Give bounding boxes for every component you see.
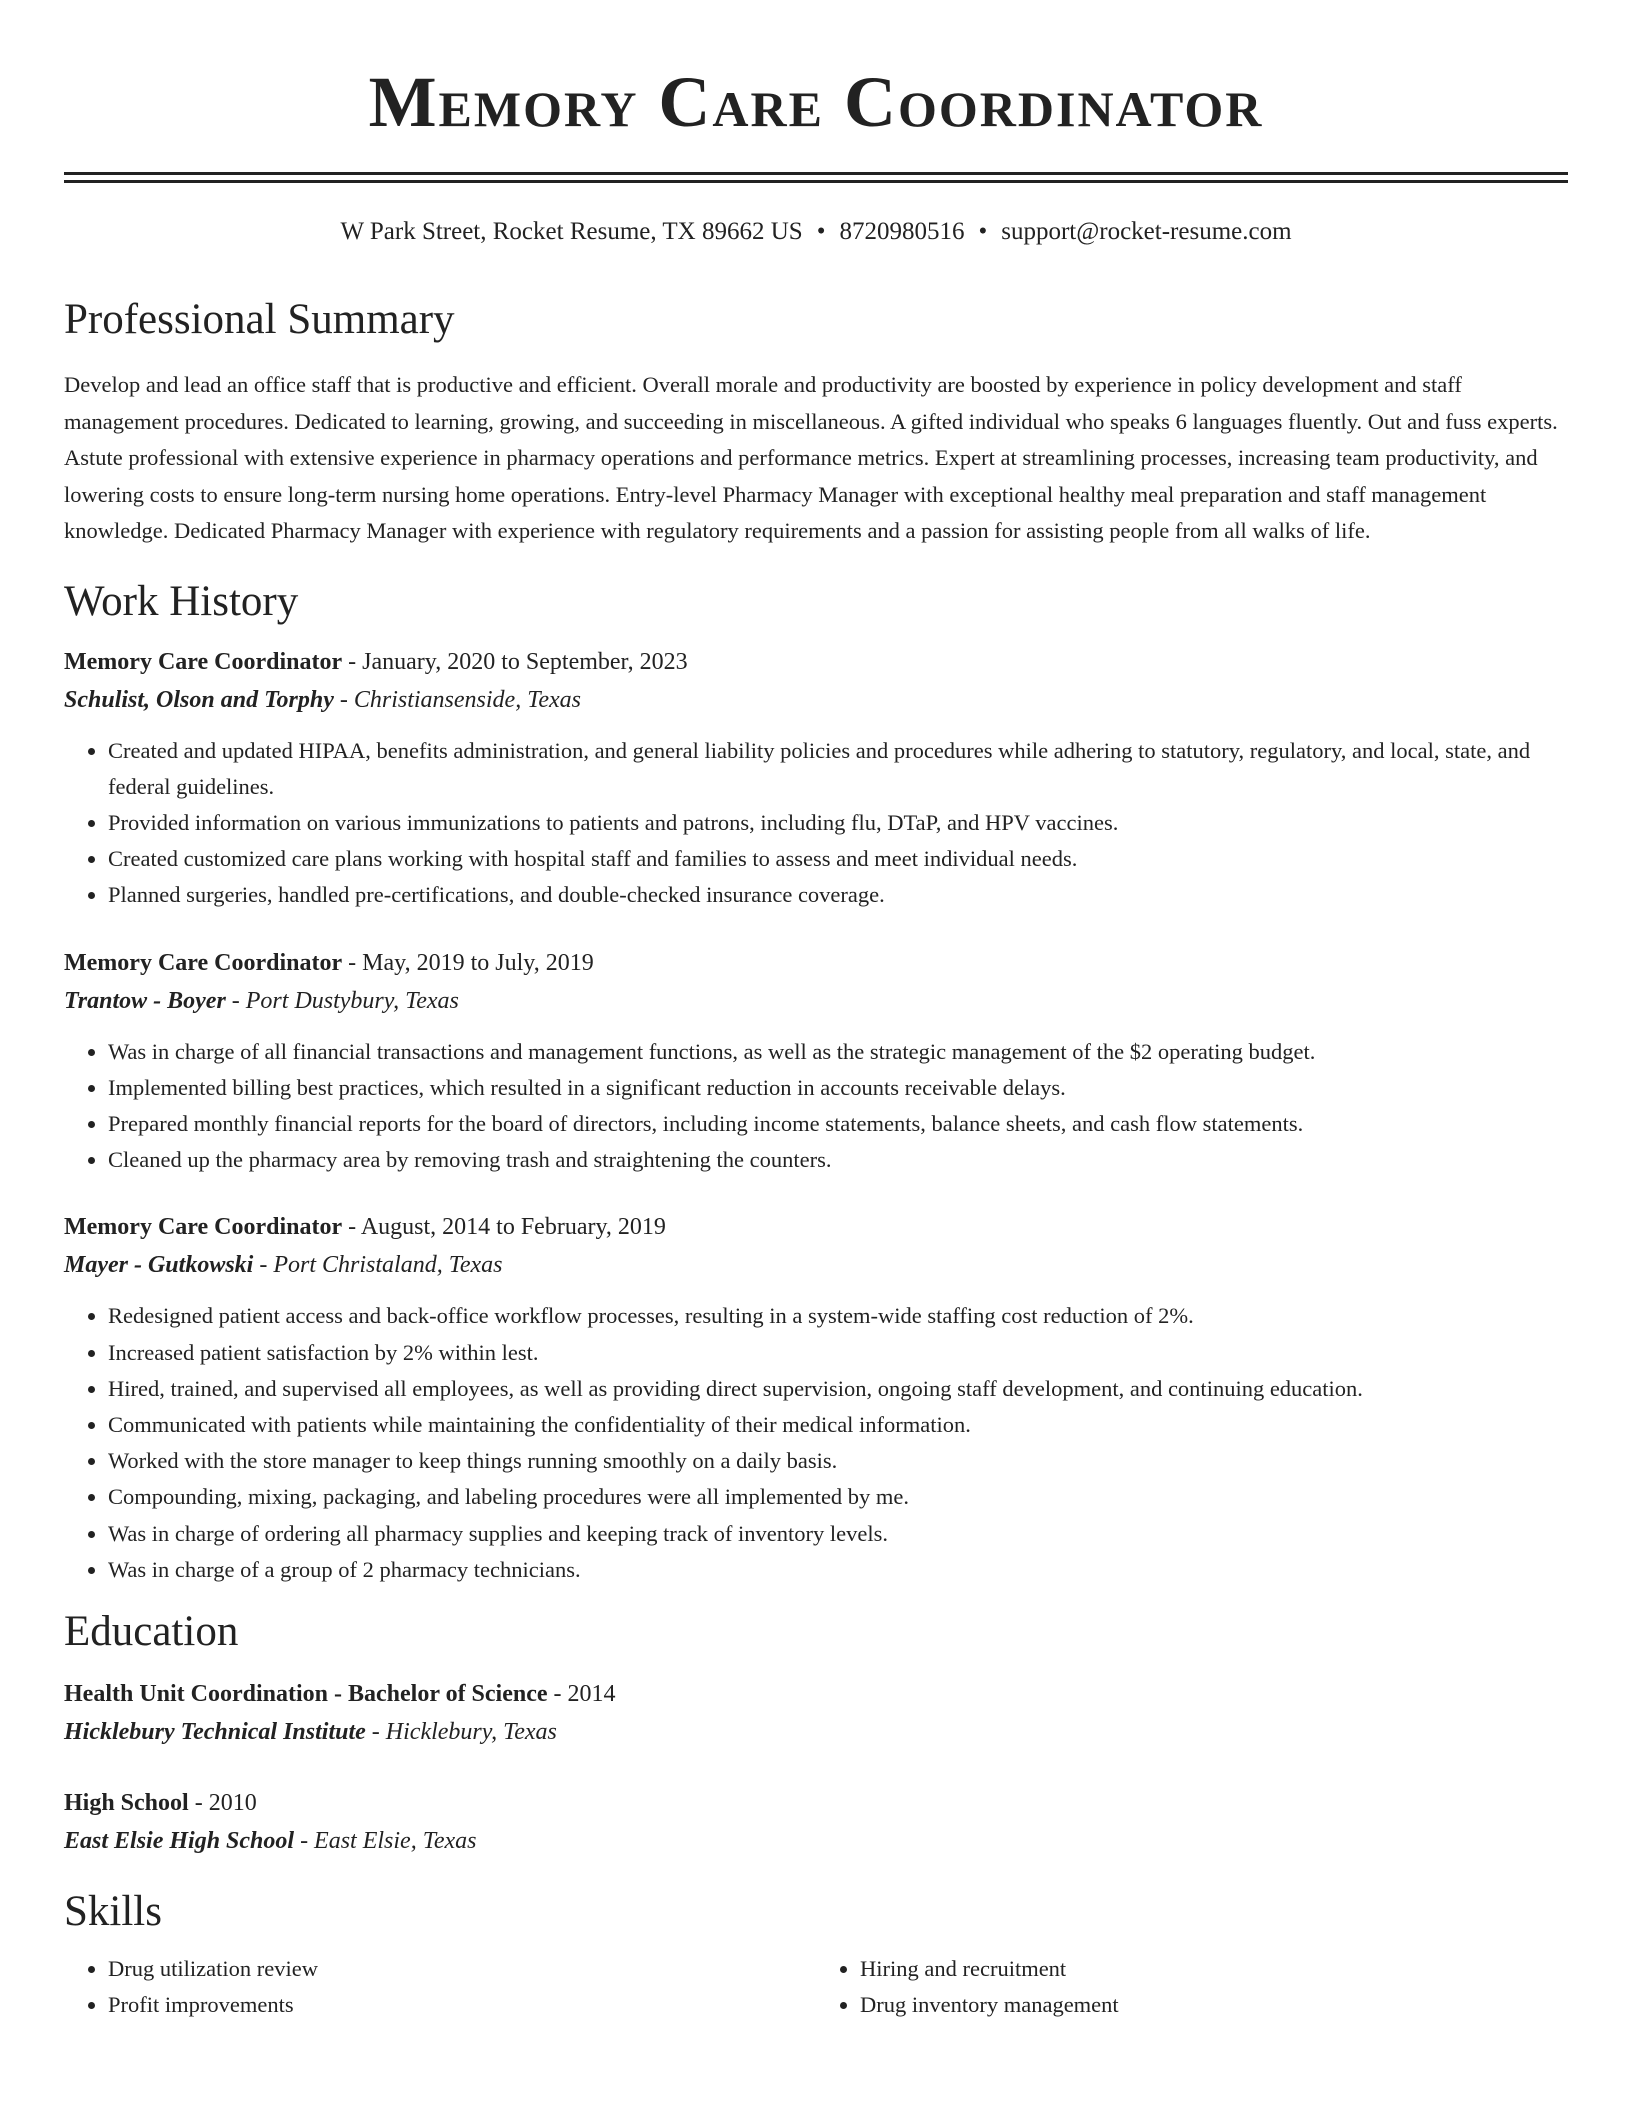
job-duties — [64, 1298, 1568, 1588]
skill-item: • Drug inventory management — [860, 1987, 1568, 2023]
education-location: - East Elsie, Texas — [294, 1827, 477, 1854]
education-year: - 2010 — [188, 1789, 257, 1816]
header-divider — [64, 172, 1568, 183]
education-institution — [64, 1713, 1568, 1751]
job-dates: - January, 2020 to September, 2023 — [342, 648, 688, 675]
section-title-education: Education — [64, 1607, 239, 1655]
education-school: Hicklebury Technical Institute — [64, 1718, 366, 1745]
job-dates: - August, 2014 to February, 2019 — [342, 1214, 666, 1241]
job-company: Mayer - Gutkowski — [64, 1252, 254, 1279]
list-item: • Was in charge of all financial transactions and management functions, as well as the strategic management of the $2 operating budget. — [108, 1034, 1568, 1070]
job-location: - Christiansenside, Texas — [333, 686, 581, 713]
skills-list — [64, 1951, 1568, 2023]
job-company: Trantow - Boyer — [64, 987, 226, 1014]
skill-item: • Hiring and recruitment — [860, 1951, 1568, 1987]
job-location: - Port Christaland, Texas — [253, 1252, 503, 1279]
job-company: Schulist, Olson and Torphy — [64, 686, 334, 713]
job-duties — [64, 733, 1568, 914]
education-heading — [64, 1675, 1568, 1713]
education-school: East Elsie High School — [64, 1827, 295, 1854]
education-degree: Health Unit Coordination - Bachelor of Science — [64, 1680, 548, 1707]
job-role: Memory Care Coordinator — [64, 648, 343, 675]
work-entry — [64, 643, 1568, 914]
job-employer — [64, 982, 1568, 1020]
list-item: • Redesigned patient access and back-office workflow processes, resulting in a system-wide staffing cost reduction of 2%. — [108, 1298, 1568, 1334]
work-entry — [64, 944, 1568, 1179]
job-heading — [64, 643, 1568, 681]
list-item: • Created customized care plans working with hospital staff and families to assess and meet individual needs. — [108, 841, 1568, 877]
separator-dot: • — [816, 218, 826, 245]
list-item: • Cleaned up the pharmacy area by removing trash and straightening the counters. — [108, 1142, 1568, 1178]
contact-line — [64, 219, 1568, 244]
list-item: • Created and updated HIPAA, benefits administration, and general liability policies and procedures while adhering to statutory, regulatory, and local, state, and federal guidelines. — [108, 733, 1568, 805]
section-title-summary: Professional Summary — [64, 296, 455, 343]
skills-column-left — [64, 1951, 816, 2023]
list-item: • Increased patient satisfaction by 2% within lest. — [108, 1335, 1568, 1371]
education-location: - Hicklebury, Texas — [365, 1718, 557, 1745]
list-item: • Was in charge of ordering all pharmacy supplies and keeping track of inventory levels. — [108, 1516, 1568, 1552]
education-year: - 2014 — [547, 1680, 616, 1707]
list-item: • Communicated with patients while maintaining the confidentiality of their medical information. — [108, 1407, 1568, 1443]
job-employer — [64, 681, 1568, 719]
job-dates: - May, 2019 to July, 2019 — [342, 949, 594, 976]
work-entry — [64, 1208, 1568, 1588]
summary-text: Develop and lead an office staff that is productive and efficient. Overall morale and productivity are boosted by experience in policy development and staff management procedures. Dedicated to learning, growing, and succeeding in miscellaneous. A gifted individual who speaks 6 languages fluently. Out and fuss experts. Astute professional with extensive experience in pharmacy operations and performance metrics. Expert at streamlining processes, increasing team productivity, and lowering costs to ensure long-term nursing home operations. Entry-level Pharmacy Manager with exceptional healthy meal preparation and staff management knowledge. Dedicated Pharmacy Manager with experience with regulatory requirements and a passion for assisting people from all walks of life. — [64, 372, 1558, 543]
separator-dot: • — [978, 218, 988, 245]
job-role: Memory Care Coordinator — [64, 949, 343, 976]
list-item: • Compounding, mixing, packaging, and labeling procedures were all implemented by me. — [108, 1479, 1568, 1515]
list-item: • Hired, trained, and supervised all employees, as well as providing direct supervision, ongoing staff development, and continuing education. — [108, 1371, 1568, 1407]
job-heading — [64, 944, 1568, 982]
resume-name: Memory Care Coordinator — [368, 62, 1264, 142]
job-location: - Port Dustybury, Texas — [225, 987, 459, 1014]
section-title-work-history: Work History — [64, 577, 299, 625]
education-entry — [64, 1784, 1568, 1860]
skill-item: • Drug utilization review — [108, 1951, 816, 1987]
skills-column-right — [816, 1951, 1568, 2023]
list-item: • Implemented billing best practices, which resulted in a significant reduction in accounts receivable delays. — [108, 1070, 1568, 1106]
contact-address: W Park Street, Rocket Resume, TX 89662 US — [340, 218, 803, 245]
contact-email: support@rocket-resume.com — [1001, 218, 1292, 245]
job-role: Memory Care Coordinator — [64, 1214, 343, 1241]
list-item: • Worked with the store manager to keep things running smoothly on a daily basis. — [108, 1443, 1568, 1479]
education-institution — [64, 1822, 1568, 1860]
job-heading — [64, 1208, 1568, 1246]
list-item: • Prepared monthly financial reports for the board of directors, including income statements, balance sheets, and cash flow statements. — [108, 1106, 1568, 1142]
contact-phone: 8720980516 — [839, 218, 965, 245]
list-item: • Was in charge of a group of 2 pharmacy technicians. — [108, 1552, 1568, 1588]
job-employer — [64, 1246, 1568, 1284]
list-item: • Provided information on various immunizations to patients and patrons, including flu, DTaP, and HPV vaccines. — [108, 805, 1568, 841]
skill-item: • Profit improvements — [108, 1987, 816, 2023]
education-heading — [64, 1784, 1568, 1822]
list-item: • Planned surgeries, handled pre-certifications, and double-checked insurance coverage. — [108, 877, 1568, 913]
education-entry — [64, 1675, 1568, 1751]
section-title-skills: Skills — [64, 1887, 162, 1935]
education-degree: High School — [64, 1789, 189, 1816]
job-duties — [64, 1034, 1568, 1179]
